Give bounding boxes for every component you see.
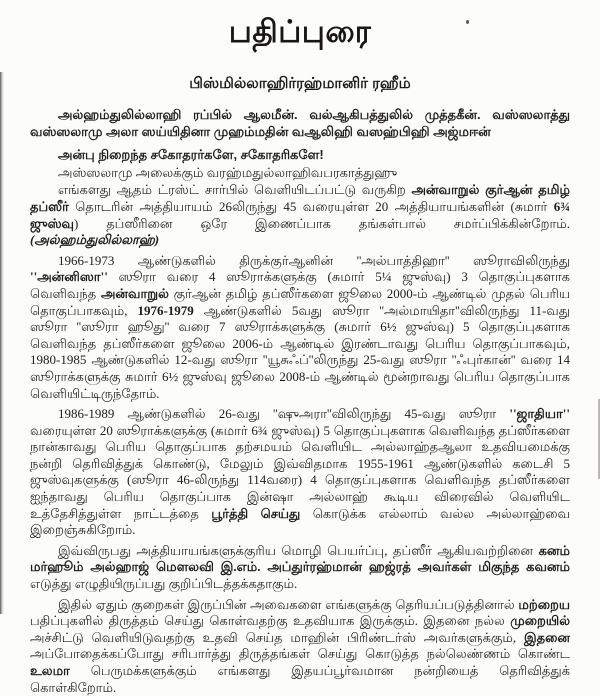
- bismillah-line: பிஸ்மில்லாஹிர்ரஹ்மானிர் ரஹீம்: [189, 75, 411, 92]
- salutation-line: அன்பு நிறைந்த சகோதரர்களே, சகோதரிகளே!: [58, 147, 324, 163]
- author-credit-paragraph: இவ்விருபது அத்தியாயங்களுக்குரிய மொழி பெயர்ப்பு, தப்ஸீர் ஆகியவற்றினை கனம் மர்ஹூம் அல்ஹாஜ் மௌலவி இ.எம். அப்துர்ரஹ்மான் ஹஜ்ரத் அவர்கள் மிகுந்த கவனம் எடுத்து எழுதியிருப்பது குறிப்பிடத்தக்கதாகும்.: [30, 542, 570, 592]
- acknowledgement-paragraph: இதில் ஏதும் குறைகள் இருப்பின் அவைகளை எங்களுக்கு தெரியப்படுத்தினால் மற்றைய பதிப்புகளில் திருத்தம் செய்து கொள்வதற்கு உதவியாக இருக்கும். இதனை நல்ல முறையில் அச்சிட்டு வெளியிடுவதற்கு உதவி செய்த மாஹின் பிரிண்டர்ஸ் அவர்களுக்கும், இதனை அப்போதைக்கப்போது சரிபார்த்து திருத்தங்கள் செய்து கொடுத்த நல்லெண்ணம் கொண்ட உலமா பெருமக்களுக்கும் எங்களது இதயப்பூர்வமான நன்றியைத் தெரிவித்துக் கொள்கிறோம்.: [30, 596, 570, 695]
- intro-paragraph: எங்களது ஆதம் ட்ரஸ்ட் சார்பில் வெளியிடப்பட்டு வருகிற அன்வாறுல் குர்ஆன் தமிழ் தப்ஸீர் தொடரின் அத்தியாயம் 26லிருந்து 45 வரையுள்ள 20 அத்தியாயங்களின் (சுமார் 6¾ ஜுஸ்வு) தப்ஸீரினை ஒரே இணைப்பாக தங்கள்பால் சமர்ப்பிக்கின்றோம். (அல்ஹம்துலில்லாஹ்): [30, 182, 570, 248]
- history-paragraph-1: 1966-1973 ஆண்டுகளில் திருக்குர்ஆனின் ''அல்பாத்திஹா'' ஸூராவிலிருந்து ''அன்னிஸா'' ஸூரா வரை 4 ஸூராக்களுக்கு (சுமார் 5¼ ஜுஸ்வு) 3 தொகுப்புகளாக வெளிவந்த அன்வாறுல் குர்ஆன் தமிழ் தப்ஸீர்களை ஜூலை 2000-ம் ஆண்டில் முதல் பெரிய தொகுப்பாகவும், 1976-1979 ஆண்டுகளில் 5வது ஸூரா ''அல்மாயிதா''விலிருந்து 11-வது ஸூரா ''ஸூரா ஹூது'' வரை 7 ஸூராக்களுக்கு (சுமார் 6½ ஜுஸ்வு) 5 தொகுப்புகளாக வெளிவந்த தப்ஸீர்களை ஜூலை 2006-ம் ஆண்டில் இரண்டாவது பெரிய தொகுப்பாகவும், 1980-1985 ஆண்டுகளில் 12-வது ஸூரா ''யூசுஃப்''லிருந்து 25-வது ஸூரா ''ஃபுர்கான்'' வரை 14 ஸூராக்களுக்கு சுமார் 6½ ஜுஸ்வு ஜூலை 2008-ம் ஆண்டில் மூன்றாவது பெரிய தொகுப்பாக வெளியிட்டிருந்தோம்.: [30, 252, 570, 401]
- scan-speck: [466, 20, 469, 24]
- dua-paragraph: அல்ஹம்துலில்லாஹி ரப்பில் ஆலமீன். வல்ஆகிபத்துலில் முத்தகீன். வஸ்ஸலாத்து வஸ்ஸலாமு அலா ஸய்யிதினா முஹம்மதின் வஆலிஹி வஸஹ்பிஹி அஜ்மஈன்: [30, 107, 570, 139]
- body-text: [30, 107, 570, 696]
- scanned-book-page: [0, 14, 600, 695]
- salaam-line: அஸ்ஸலாமு அலைக்கும் வரஹ்மதுல்லாஹிவபரகாத்துஹு: [58, 164, 398, 180]
- scan-left-edge-shadow: [0, 72, 4, 614]
- page-title: பதிப்புரை: [228, 14, 372, 49]
- history-paragraph-2: 1986-1989 ஆண்டுகளில் 26-வது ''ஷுஅரா''விலிருந்து 45-வது ஸூரா ''ஜாதியா'' வரையுள்ள 20 ஸூராக்களுக்கு (சுமார் 6¾ ஜுஸ்வு) 5 தொகுப்புகளாக வெளிவந்த தப்ஸீர்களை நான்காவது பெரிய தொகுப்பாக தற்சமயம் வெளியிட அல்லாஹ்தஆலா உதவியமைக்கு நன்றி தெரிவித்துக் கொண்டு, மேலும் இவ்விதமாக 1955-1961 ஆண்டுகளில் கடைசி 5 ஜுஸ்வுகளுக்கு (ஸூரா 46-லிருந்து 114வரை) 4 தொகுப்புகளாக வெளிவந்த தப்ஸீர்களை ஐந்தாவது பெரிய தொகுப்பாக இன்ஷா அல்லாஹ் கூடிய விரைவில் வெளியிட உத்தேசித்துள்ள நாட்டத்தை பூர்த்தி செய்து கொடுக்க எல்லாம் வல்ல அல்லாஹ்வை இறைஞ்சுகிறோம்.: [30, 406, 570, 538]
